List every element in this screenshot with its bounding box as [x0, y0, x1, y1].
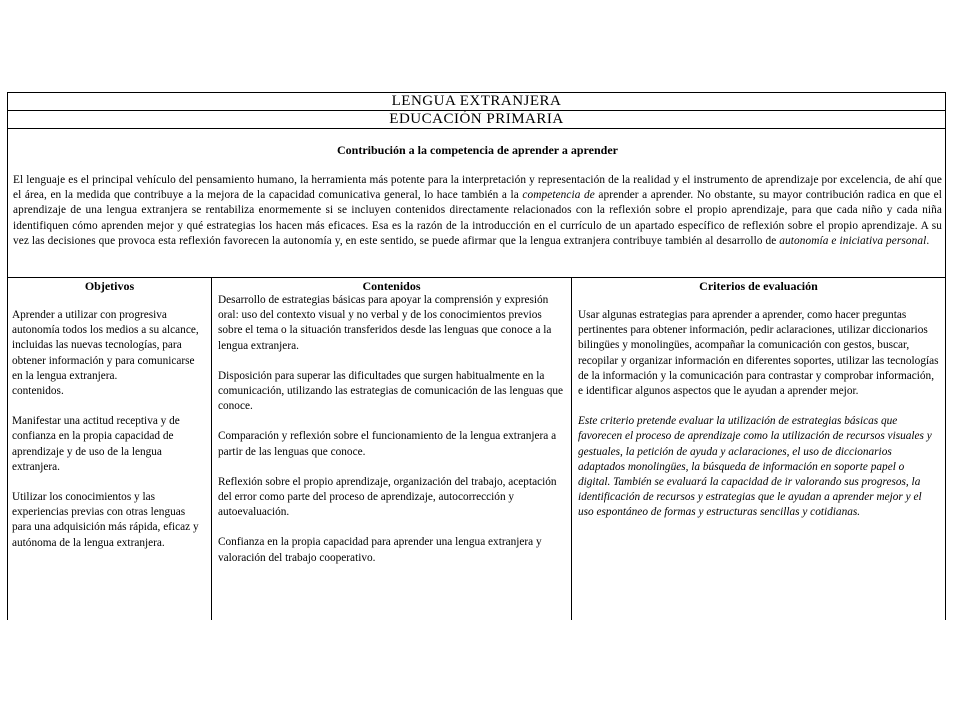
contribution-text-part3: . — [926, 234, 930, 247]
stage-title: EDUCACIÓN PRIMARIA — [8, 111, 945, 129]
criterio-text: Usar algunas estrategias para aprender a aprender, como hacer preguntas pertinentes para obtener información, pedir aclaraciones, utilizar diccionarios bilingües y monolingües, acompañar la comunicación con gestos, buscar, recopilar y organizar información en diferentes soportes, utilizar las tecnologías de la información y la comunicación para contrastar y comprobar información, e identificar algunos aspectos que le ayudan a aprender mejor. — [578, 309, 939, 398]
objetivos-heading: Objetivos — [84, 279, 135, 293]
contenido-item: Desarrollo de estrategias básicas para apoyar la comprensión y expresión oral: uso del contexto visual y no verbal y de los conocimientos previos sobre el tema o la situación transferidos desde las lenguas que conoce a la lengua extranjera. — [218, 294, 552, 352]
curriculum-table — [7, 92, 946, 620]
criterios-column — [571, 278, 945, 620]
contenido-item: Confianza en la propia capacidad para aprender una lengua extranjera y valoración del trabajo cooperativo. — [218, 536, 542, 564]
contribution-text-italic2: autonomía e iniciativa personal — [779, 234, 927, 247]
contenido-item: Disposición para superar las dificultades que surgen habitualmente en la comunicación, utilizando las estrategias de comunicación de las lenguas que conoce. — [218, 369, 564, 413]
contenido-item: Comparación y reflexión sobre el funcionamiento de la lengua extranjera a partir de las lenguas que conoce. — [218, 430, 557, 458]
objetivo-item: Aprender a utilizar con progresiva autonomía todos los medios a su alcance, incluidas las nuevas tecnologías, para obtener información y para comunicarse en la lengua extranjera. — [12, 309, 199, 382]
objetivos-column — [8, 278, 211, 620]
criterios-heading: Criterios de evaluación — [699, 279, 818, 293]
contribution-text-part1: El lenguaje es el principal vehículo del pensamiento humano, la herramienta más potente para la interpretación y representación de la realidad y el instrumento de aprendizaje por excelencia, de ahí que el área, en la medida que contribuye a la mejora de la capacidad comunicativa general, lo hace también a la — [13, 174, 942, 202]
contenido-item: Reflexión sobre el propio aprendizaje, organización del trabajo, aceptación del error como parte del proceso de aprendizaje, autocorrección y autoevaluación. — [218, 475, 557, 519]
objetivo-item: Utilizar los conocimientos y las experiencias previas con otras lenguas para una adquisición más rápida, eficaz y autónoma de la lengua extranjera. — [12, 491, 199, 549]
contenidos-column — [211, 278, 571, 620]
columns-section — [8, 278, 945, 620]
contribution-text — [13, 173, 942, 249]
contribution-text-part2: aprender a aprender. No obstante, su mayor contribución radica en que el aprendizaje de una lengua extranjera se rentabiliza enormemente si se incluyen contenidos directamente relacionados con la reflexión sobre el propio aprendizaje, para que cada niño y cada niña identifiquen cómo aprenden mejor y qué estrategias los hacen más eficaces. Esa es la razón de la introducción en el currículo de un apartado específico de reflexión sobre el propio aprendizaje. A su vez las decisiones que provoca esta reflexión favorecen la autonomía y, en este sentido, se puede afirmar que la lengua extranjera contribuye también al desarrollo de — [13, 189, 942, 247]
objetivo-item: Manifestar una actitud receptiva y de confianza en la propia capacidad de aprendizaje y de uso de la lengua extranjera. — [12, 415, 180, 473]
criterio-explanation: Este criterio pretende evaluar la utilización de estrategias básicas que favorecen el proceso de aprendizaje como la utilización de recursos visuales y gestuales, la petición de ayuda y aclaraciones, el uso de diccionarios adaptados monolingües, la búsqueda de información en soporte papel o digital. También se evaluará la capacidad de ir valorando sus progresos, la identificación de recursos y estrategias que le ayudan a aprender mejor y el uso espontáneo de formas y estructuras sencillas y cotidianas. — [578, 415, 932, 519]
contribution-title: Contribución a la competencia de aprender a aprender — [337, 143, 618, 157]
contribution-section — [8, 129, 945, 278]
objetivo-item: contenidos. — [12, 385, 64, 398]
subject-title: LENGUA EXTRANJERA — [8, 93, 945, 111]
contribution-text-italic1: competencia de — [522, 189, 595, 202]
contenidos-heading: Contenidos — [362, 279, 421, 293]
